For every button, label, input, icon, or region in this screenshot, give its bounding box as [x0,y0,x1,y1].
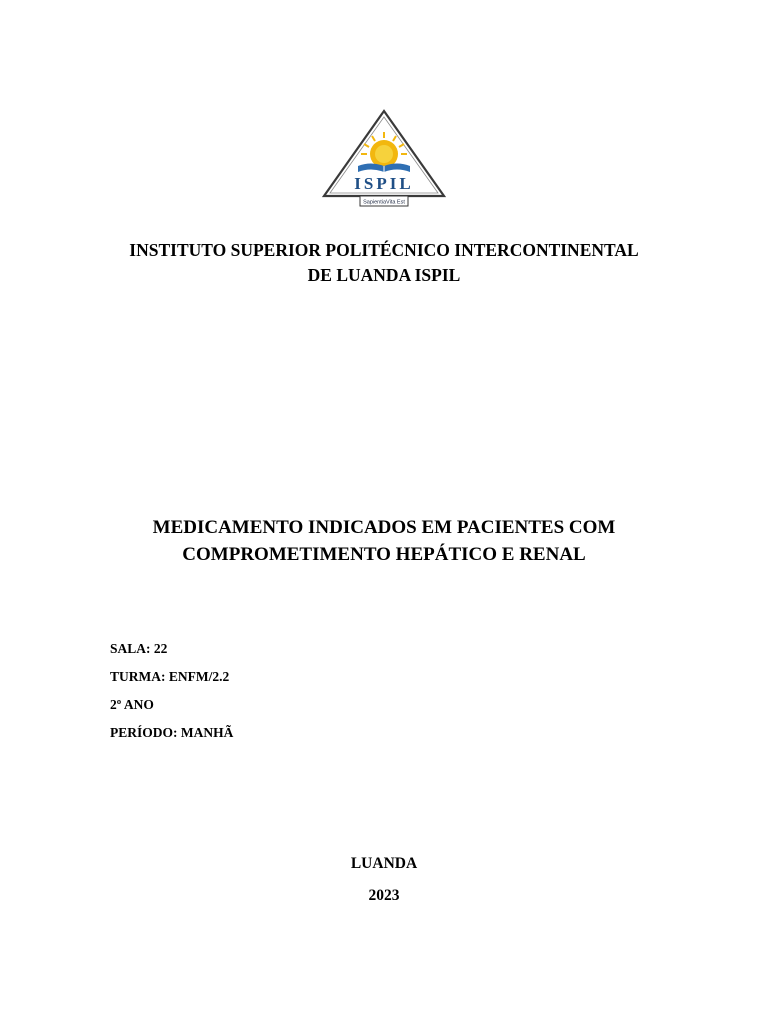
info-periodo: PERÍODO: MANHÃ [110,725,234,740]
institution-line-1: INSTITUTO SUPERIOR POLITÉCNICO INTERCONTINENTAL [129,240,639,260]
document-title [0,514,768,568]
logo-acronym: ISPIL [354,174,414,193]
footer-city: LUANDA [350,855,418,872]
footer [0,853,768,917]
institution-name [0,238,768,288]
info-sala: SALA: 22 [110,641,168,656]
title-line-2: COMPROMETIMENTO HEPÁTICO E RENAL [182,544,586,565]
info-ano: 2º ANO [110,697,154,712]
ispil-logo [318,108,450,214]
institution-line-2: DE LUANDA ISPIL [307,265,461,285]
logo-motto: SapientiaVita Est [363,199,405,206]
info-turma: TURMA: ENFM/2.2 [110,669,230,684]
student-info [110,640,233,752]
footer-year: 2023 [368,887,400,904]
title-line-1: MEDICAMENTO INDICADOS EM PACIENTES COM [152,517,616,538]
